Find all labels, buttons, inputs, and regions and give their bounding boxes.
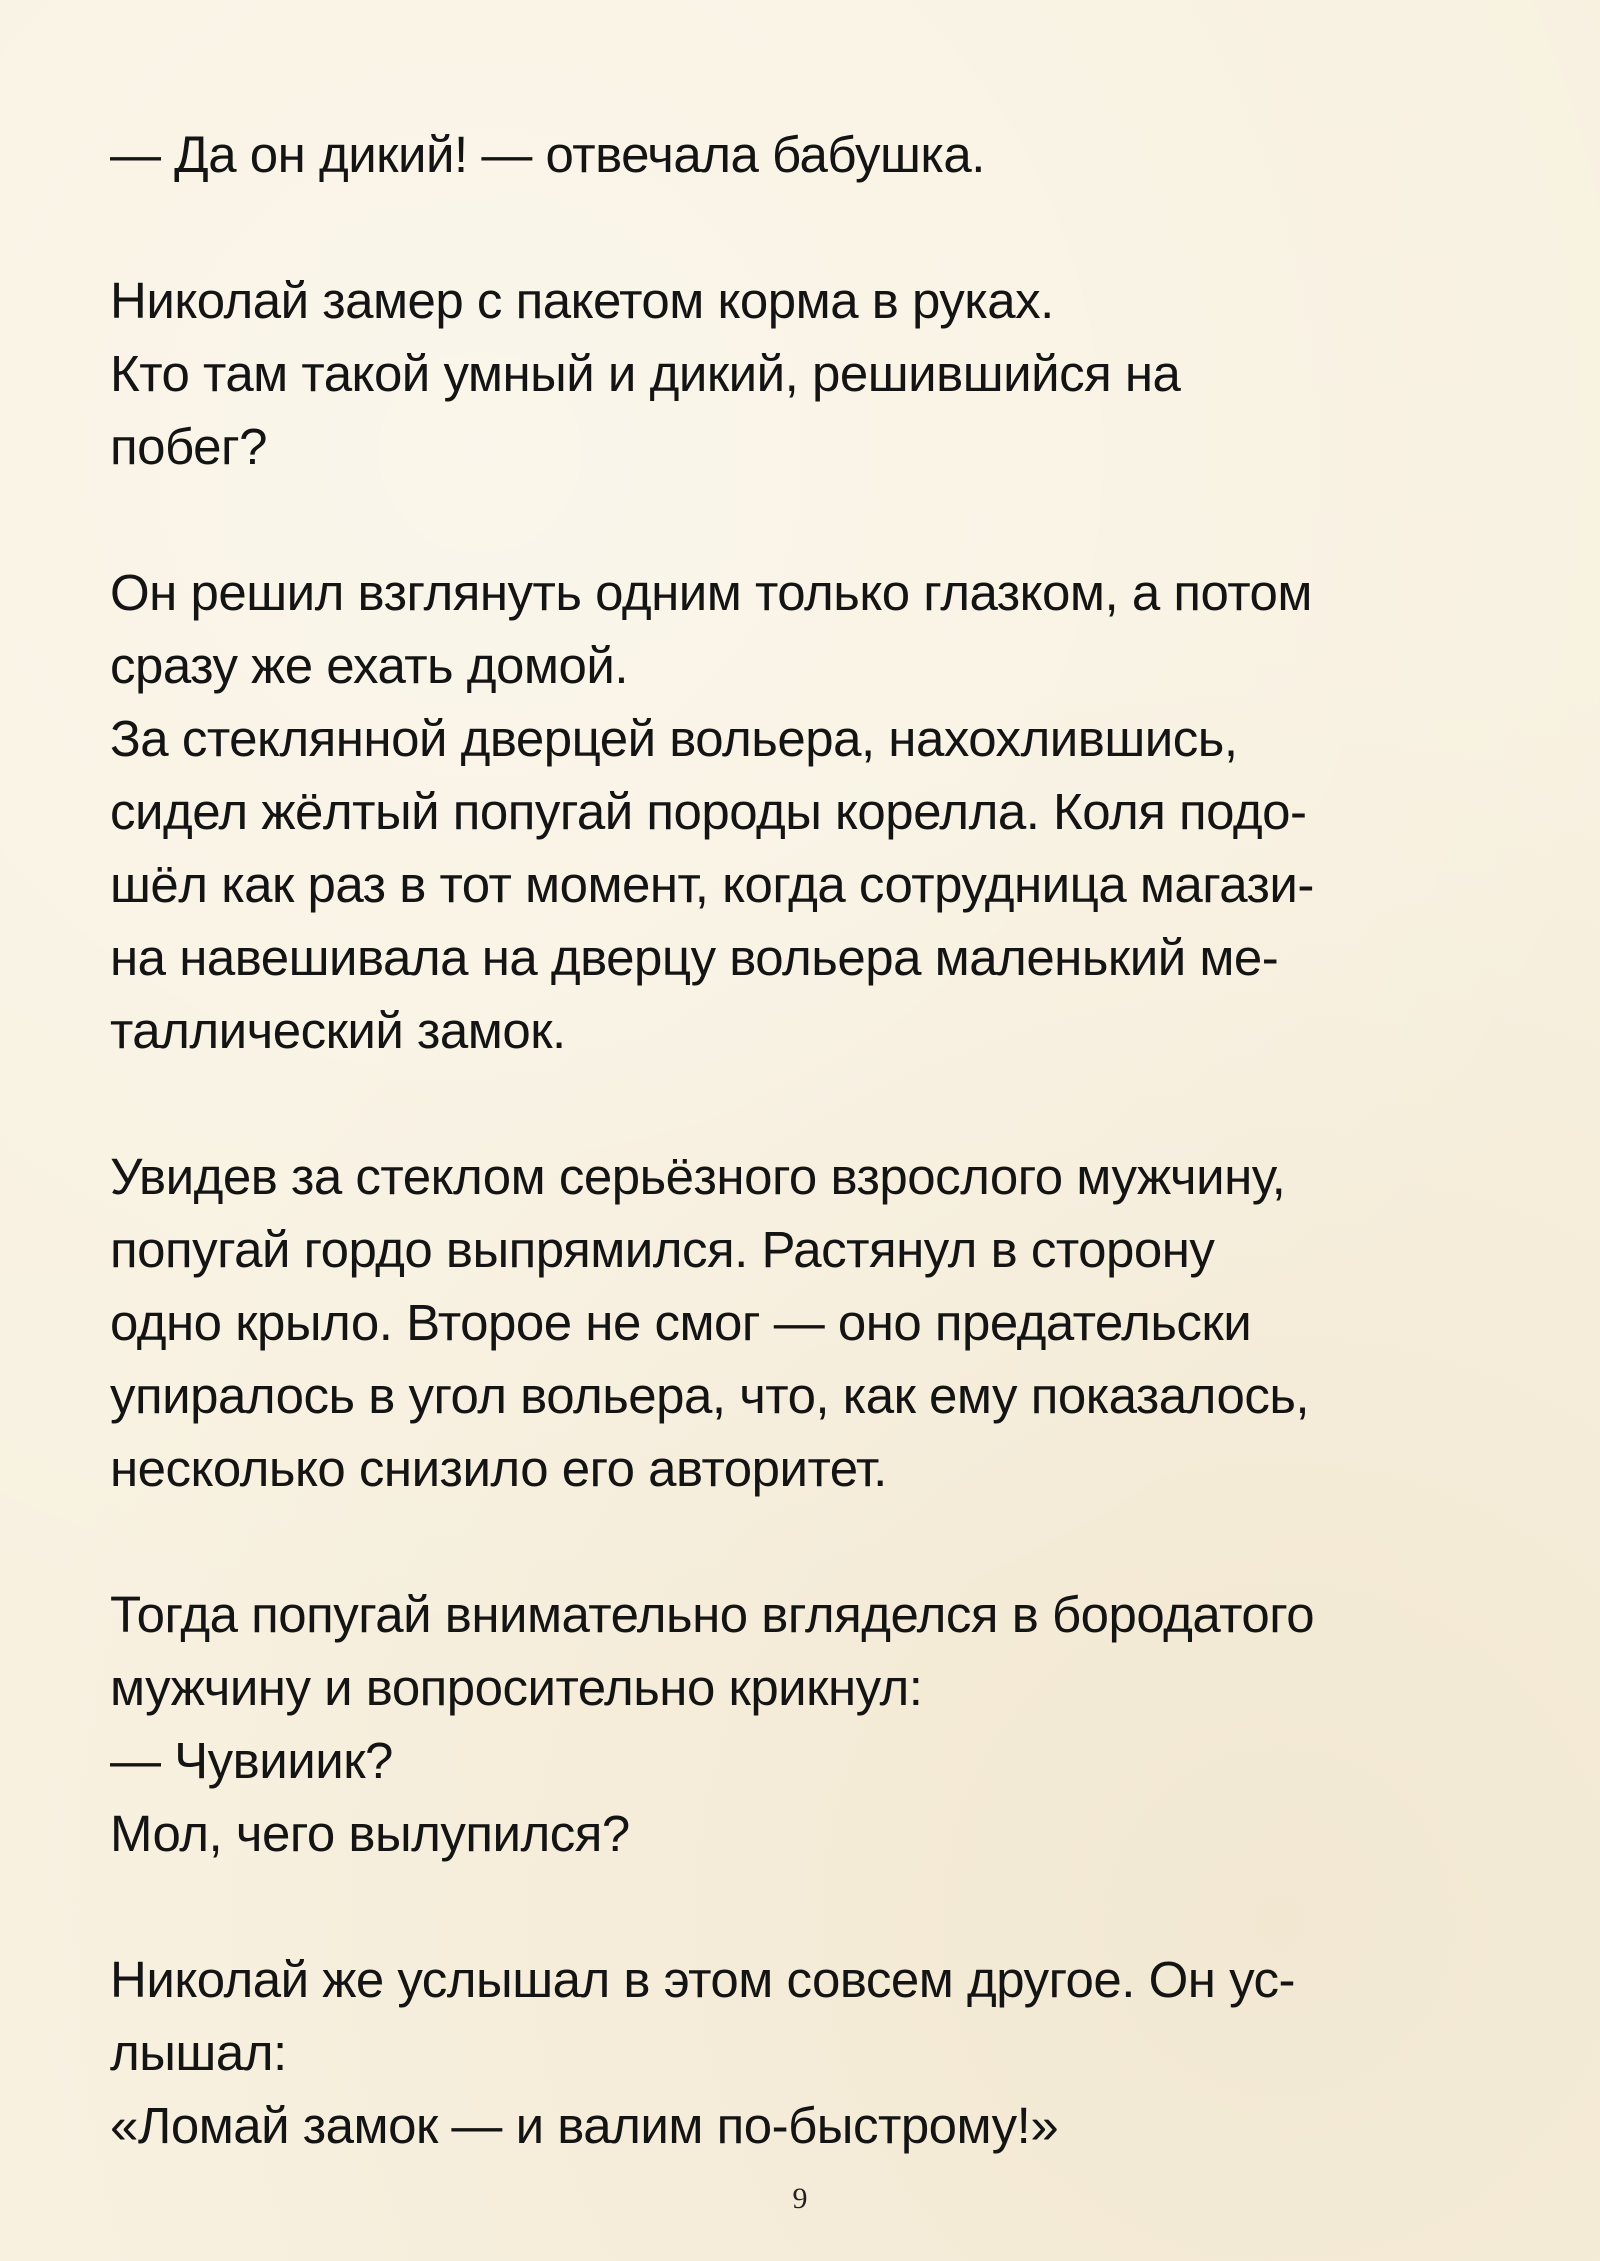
text-line: Кто там такой умный и дикий, решившийся на	[110, 345, 1181, 402]
text-line: Николай замер с пакетом корма в руках.	[110, 272, 1054, 329]
text-line: побег?	[110, 418, 267, 475]
text-line: Николай же услышал в этом совсем другое. Он ус-	[110, 1951, 1296, 2008]
text-line: сразу же ехать домой.	[110, 637, 629, 694]
text-line: мужчину и вопросительно крикнул:	[110, 1659, 923, 1716]
text-line: несколько снизило его авторитет.	[110, 1440, 887, 1497]
text-line: Увидев за стеклом серьёзного взрослого мужчину,	[110, 1148, 1286, 1205]
text-line: — Чувииик?	[110, 1732, 393, 1789]
text-line: упиралось в угол вольера, что, как ему показалось,	[110, 1367, 1310, 1424]
text-line: Мол, чего вылупился?	[110, 1805, 630, 1862]
text-line: Тогда попугай внимательно вгляделся в бородатого	[110, 1586, 1315, 1643]
paragraph-gap	[110, 191, 1510, 264]
text-line: таллический замок.	[110, 1002, 566, 1059]
text-line: «Ломай замок — и валим по-быстрому!»	[110, 2097, 1059, 2154]
page-text	[110, 118, 1510, 2162]
text-line: За стеклянной дверцей вольера, нахохлившись,	[110, 710, 1238, 767]
page-number: 9	[792, 2182, 808, 2215]
paragraph-gap	[110, 1067, 1510, 1140]
text-line: попугай гордо выпрямился. Растянул в сторону	[110, 1221, 1215, 1278]
paragraph-gap	[110, 1505, 1510, 1578]
text-line: шёл как раз в тот момент, когда сотрудница магази-	[110, 856, 1314, 913]
text-line: Он решил взглянуть одним только глазком, а потом	[110, 564, 1312, 621]
text-line: на навешивала на дверцу вольера маленький ме-	[110, 929, 1279, 986]
paragraph-gap	[110, 1870, 1510, 1943]
text-line: одно крыло. Второе не смог — оно предательски	[110, 1294, 1252, 1351]
text-line: лышал:	[110, 2024, 287, 2081]
text-line: сидел жёлтый попугай породы корелла. Коля подо-	[110, 783, 1307, 840]
paragraph-gap	[110, 483, 1510, 556]
text-line: — Да он дикий! — отвечала бабушка.	[110, 126, 985, 183]
